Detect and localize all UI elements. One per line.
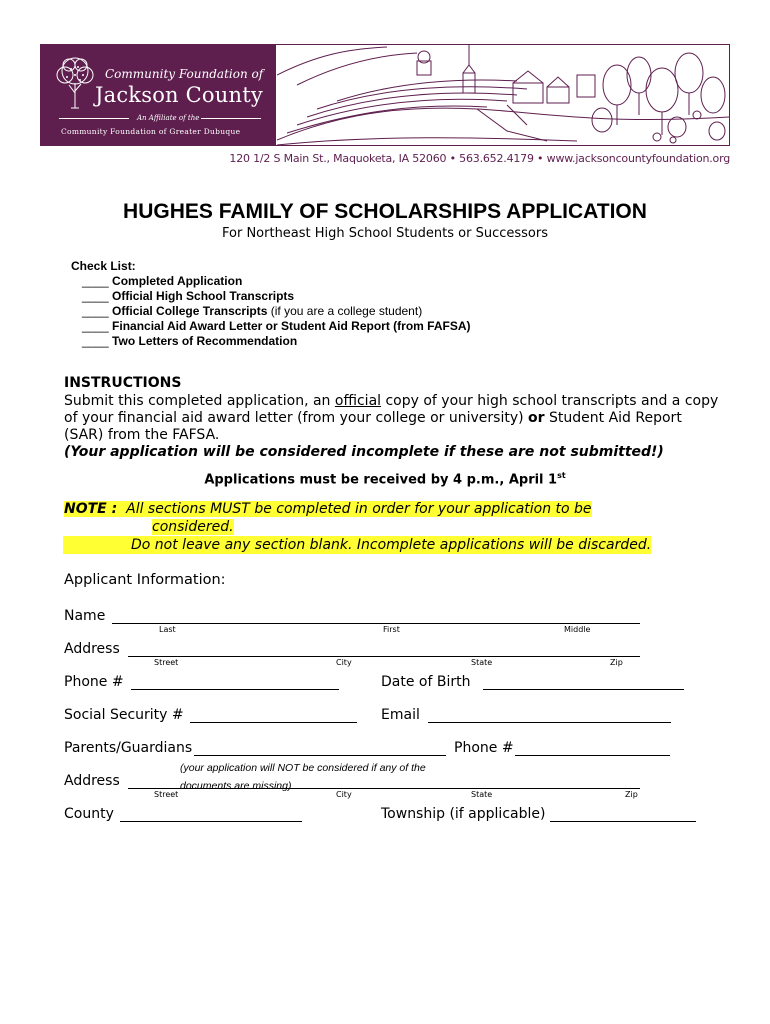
affiliate-text: An Affiliate of the bbox=[137, 114, 200, 122]
sub-label-street: Street bbox=[154, 658, 179, 667]
township-label: Township (if applicable) bbox=[381, 806, 546, 822]
checklist-label: Official College Transcripts bbox=[112, 304, 268, 318]
address-field[interactable] bbox=[128, 656, 640, 657]
sub-label-middle: Middle bbox=[564, 625, 591, 634]
sub-label-first: First bbox=[383, 625, 400, 634]
checklist-label: Completed Application bbox=[112, 274, 243, 288]
sub-label-state: State bbox=[471, 658, 493, 667]
sub-label-state: State bbox=[471, 790, 493, 799]
checklist-note: (your application will NOT be considered if any of the documents are missing) bbox=[180, 762, 426, 792]
address-label: Address bbox=[64, 641, 120, 657]
ssn-field[interactable] bbox=[190, 722, 357, 723]
ssn-label: Social Security # bbox=[64, 707, 184, 723]
name-field[interactable] bbox=[112, 623, 640, 624]
email-label: Email bbox=[381, 707, 420, 723]
dob-label: Date of Birth bbox=[381, 674, 471, 690]
checklist-item bbox=[71, 274, 471, 289]
note-block bbox=[64, 500, 651, 554]
instructions-body bbox=[64, 393, 724, 461]
checkbox-blank[interactable]: ____ bbox=[82, 319, 109, 333]
phone-label: Phone # bbox=[64, 674, 124, 690]
checklist-title: Check List: bbox=[71, 259, 136, 273]
email-field[interactable] bbox=[428, 722, 671, 723]
county-label: County bbox=[64, 806, 114, 822]
township-field[interactable] bbox=[550, 821, 696, 822]
instructions-text: Student Aid Report (SAR) from the FAFSA. bbox=[64, 410, 682, 443]
page-title: HUGHES FAMILY OF SCHOLARSHIPS APPLICATION bbox=[123, 200, 647, 223]
letterhead-banner bbox=[40, 44, 730, 146]
tree-logo-icon bbox=[51, 53, 99, 113]
instructions-heading: INSTRUCTIONS bbox=[64, 375, 182, 391]
sub-label-street: Street bbox=[154, 790, 179, 799]
phone-field[interactable] bbox=[131, 689, 339, 690]
applicant-heading: Applicant Information: bbox=[64, 572, 226, 588]
checkbox-blank[interactable]: ____ bbox=[82, 304, 109, 318]
checklist-item bbox=[71, 289, 471, 304]
deadline-sup: st bbox=[557, 471, 566, 480]
town-illustration bbox=[277, 45, 729, 145]
checkbox-blank[interactable]: ____ bbox=[82, 334, 109, 348]
note-line1: All sections MUST be completed in order for your application to be bbox=[126, 501, 592, 517]
note-line3: Do not leave any section blank. Incomplete applications will be discarded. bbox=[63, 536, 651, 554]
instructions-text: Submit this completed application, an bbox=[64, 393, 335, 409]
contact-info: 120 1/2 S Main St., Maquoketa, IA 52060 • 563.652.4179 • www.jacksoncountyfoundation.org bbox=[229, 152, 730, 165]
dob-field[interactable] bbox=[483, 689, 684, 690]
checkbox-blank[interactable]: ____ bbox=[82, 274, 109, 288]
instructions-or: or bbox=[528, 410, 545, 426]
address2-label: Address bbox=[64, 773, 120, 789]
instructions-text: copy of your high school transcripts and a copy of your financial aid award letter (from your college or university) bbox=[64, 393, 719, 426]
org-name-line2: Jackson County bbox=[95, 83, 263, 107]
sub-label-city: City bbox=[336, 658, 352, 667]
instructions-official: official bbox=[334, 393, 382, 409]
checklist-label: Two Letters of Recommendation bbox=[112, 334, 298, 348]
checklist-item bbox=[71, 334, 471, 349]
foundation-logo bbox=[41, 45, 276, 145]
checklist-item bbox=[71, 304, 471, 319]
checkbox-blank[interactable]: ____ bbox=[82, 289, 109, 303]
parents-phone-field[interactable] bbox=[515, 755, 670, 756]
sub-label-zip: Zip bbox=[610, 658, 623, 667]
page-subtitle: For Northeast High School Students or Successors bbox=[222, 226, 548, 241]
name-label: Name bbox=[64, 608, 106, 624]
org-name-line1: Community Foundation of bbox=[105, 67, 264, 81]
checklist-label: Official High School Transcripts bbox=[112, 289, 295, 303]
checklist-item bbox=[71, 319, 471, 334]
note-line2: considered. bbox=[152, 519, 234, 535]
note-label: NOTE : bbox=[64, 501, 118, 517]
divider bbox=[201, 118, 261, 119]
deadline bbox=[0, 471, 770, 487]
deadline-text: Applications must be received by 4 p.m., April 1 bbox=[204, 472, 558, 488]
parents-phone-label: Phone # bbox=[454, 740, 514, 756]
checklist-extra: (if you are a college student) bbox=[267, 304, 423, 318]
sub-label-city: City bbox=[336, 790, 352, 799]
instructions-warning: (Your application will be considered incomplete if these are not submitted!) bbox=[64, 444, 664, 460]
county-field[interactable] bbox=[120, 821, 302, 822]
parents-label: Parents/Guardians bbox=[64, 740, 193, 756]
address2-field[interactable] bbox=[128, 788, 640, 789]
sub-label-last: Last bbox=[159, 625, 176, 634]
parent-org: Community Foundation of Greater Dubuque bbox=[61, 127, 241, 136]
sub-label-zip: Zip bbox=[625, 790, 638, 799]
parents-field[interactable] bbox=[194, 755, 446, 756]
checklist-label: Financial Aid Award Letter or Student Aid Report (from FAFSA) bbox=[112, 319, 471, 333]
divider bbox=[59, 118, 129, 119]
